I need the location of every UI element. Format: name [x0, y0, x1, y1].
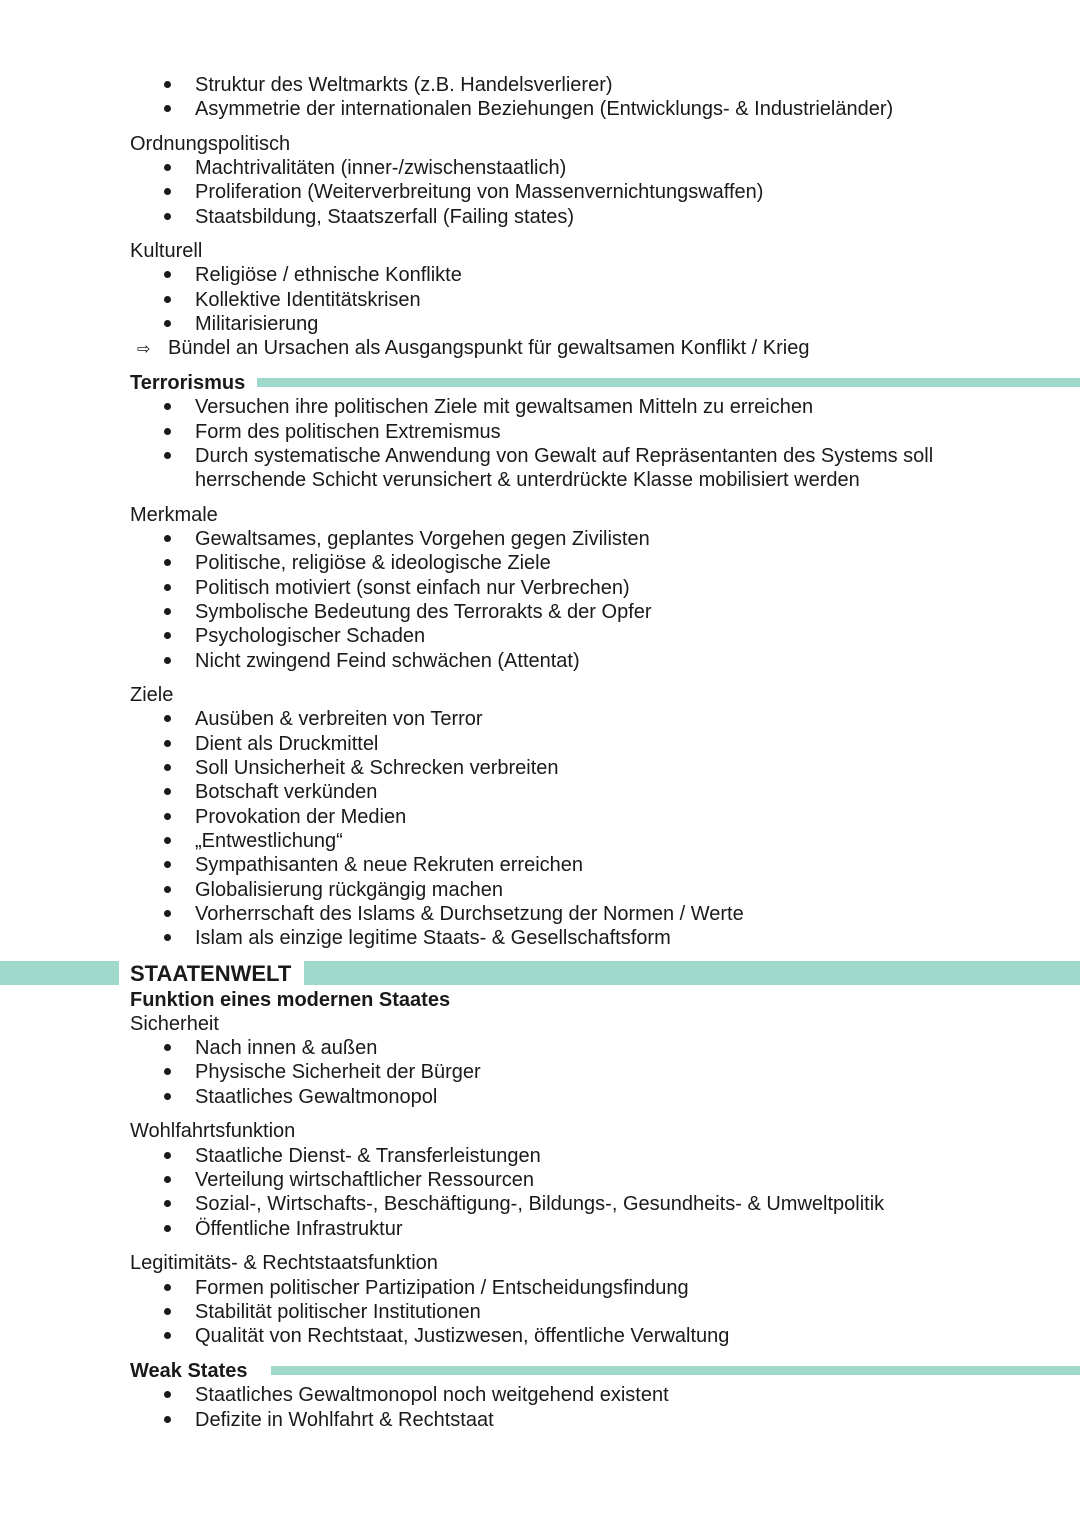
arrow-right-icon: ⇨: [137, 341, 151, 358]
list-item: Ausüben & verbreiten von Terror: [195, 708, 483, 730]
section-heading-ziele: Ziele: [130, 684, 174, 706]
list-item: Religiöse / ethnische Konflikte: [195, 264, 462, 286]
list-item: Versuchen ihre politischen Ziele mit gewaltsamen Mitteln zu erreichen: [195, 396, 814, 418]
chapter-bar-left: [0, 961, 119, 985]
subheading-funktion: Funktion eines modernen Staates: [130, 989, 451, 1011]
list-item: Symbolische Bedeutung des Terrorakts & der Opfer: [195, 601, 652, 623]
section-heading-sicherheit: Sicherheit: [130, 1013, 219, 1035]
list-item: Defizite in Wohlfahrt & Rechtstaat: [195, 1409, 494, 1431]
section-heading-merkmale: Merkmale: [130, 504, 218, 526]
conclusion-text: Bündel an Ursachen als Ausgangspunkt für gewaltsamen Konflikt / Krieg: [168, 337, 810, 359]
list-item: Gewaltsames, geplantes Vorgehen gegen Zivilisten: [195, 528, 650, 550]
list-item: Vorherrschaft des Islams & Durchsetzung der Normen / Werte: [195, 903, 744, 925]
list-item: „Entwestlichung“: [195, 830, 343, 852]
list-item: Stabilität politischer Institutionen: [195, 1301, 481, 1323]
list-item: Staatliches Gewaltmonopol: [195, 1086, 438, 1108]
list-item: Formen politischer Partizipation / Entscheidungsfindung: [195, 1277, 689, 1299]
list-item: Struktur des Weltmarkts (z.B. Handelsverlierer): [195, 74, 613, 96]
list-item: Dient als Druckmittel: [195, 733, 379, 755]
section-heading-terrorismus: Terrorismus: [130, 372, 246, 394]
chapter-heading-staatenwelt: STAATENWELT: [130, 961, 292, 986]
list-item: Psychologischer Schaden: [195, 625, 426, 647]
section-heading-weak-states: Weak States: [130, 1360, 248, 1382]
list-item: Asymmetrie der internationalen Beziehungen (Entwicklungs- & Industrieländer): [195, 98, 894, 120]
list-item: Staatsbildung, Staatszerfall (Failing states): [195, 206, 575, 228]
section-heading-kulturell: Kulturell: [130, 240, 203, 262]
list-item: Durch systematische Anwendung von Gewalt auf Repräsentanten des Systems soll: [195, 445, 934, 467]
section-divider-bar: [257, 378, 1080, 387]
list-item: Form des politischen Extremismus: [195, 421, 501, 443]
chapter-bar-right: [304, 961, 1080, 985]
list-item: Soll Unsicherheit & Schrecken verbreiten: [195, 757, 559, 779]
list-item: Proliferation (Weiterverbreitung von Massenvernichtungswaffen): [195, 181, 764, 203]
list-item: Öffentliche Infrastruktur: [195, 1218, 403, 1240]
section-heading-legitimitaet: Legitimitäts- & Rechtstaatsfunktion: [130, 1252, 438, 1274]
list-item: Militarisierung: [195, 313, 319, 335]
list-item: Machtrivalitäten (inner-/zwischenstaatlich): [195, 157, 567, 179]
list-item: Staatliches Gewaltmonopol noch weitgehend existent: [195, 1384, 669, 1406]
list-item: Nach innen & außen: [195, 1037, 378, 1059]
list-item: Physische Sicherheit der Bürger: [195, 1061, 481, 1083]
list-item: Verteilung wirtschaftlicher Ressourcen: [195, 1169, 535, 1191]
list-item: Qualität von Rechtstaat, Justizwesen, öffentliche Verwaltung: [195, 1325, 730, 1347]
list-item: Sozial-, Wirtschafts-, Beschäftigung-, Bildungs-, Gesundheits- & Umweltpolitik: [195, 1193, 885, 1215]
section-heading-ordnungspolitisch: Ordnungspolitisch: [130, 133, 291, 155]
list-item: Kollektive Identitätskrisen: [195, 289, 421, 311]
list-item: Globalisierung rückgängig machen: [195, 879, 503, 901]
list-item: Islam als einzige legitime Staats- & Gesellschaftsform: [195, 927, 671, 949]
conclusion-line: [137, 336, 809, 362]
list-item: Sympathisanten & neue Rekruten erreichen: [195, 854, 584, 876]
list-item: Politische, religiöse & ideologische Ziele: [195, 552, 551, 574]
list-item: Provokation der Medien: [195, 806, 407, 828]
list-item: Botschaft verkünden: [195, 781, 378, 803]
section-divider-bar: [271, 1366, 1080, 1375]
list-item-continuation: herrschende Schicht verunsichert & unterdrückte Klasse mobilisiert werden: [195, 469, 860, 491]
list-item: Nicht zwingend Feind schwächen (Attentat): [195, 650, 580, 672]
list-item: Staatliche Dienst- & Transferleistungen: [195, 1145, 541, 1167]
list-item: Politisch motiviert (sonst einfach nur Verbrechen): [195, 577, 630, 599]
section-heading-wohlfahrt: Wohlfahrtsfunktion: [130, 1120, 296, 1142]
